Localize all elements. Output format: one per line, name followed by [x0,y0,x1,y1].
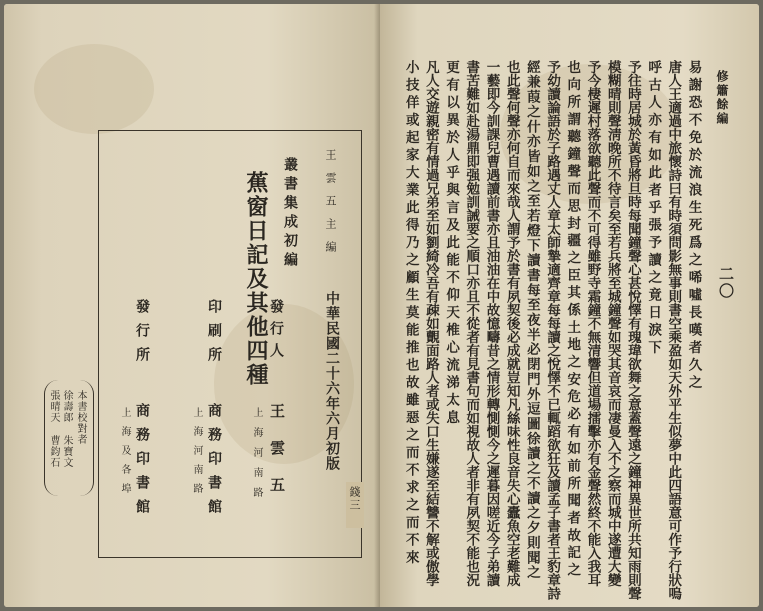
text-column: 呼古人亦有如此者乎張予讀之竟日淚下 [645,60,662,358]
text-column: 模糊晴則聲淸晚所不待言矣至若兵將至城鐘聲如哭其音哀而凄曼入不之察而城中遂遭大變 [604,60,621,587]
distributor-address: 上海及各埠 [119,407,130,502]
colophon-box [98,130,362,558]
text-column: 唐人王適過中旅懷詩曰有時須問影無事則書空乘盈如天外平生似夢中此四語意可作予行狀嗚 [665,60,682,600]
text-column: 小技佯或起家大業此得乃之顧生莫能推也故雖惡之而不求之而不來 [402,60,419,568]
book-spread [4,4,759,607]
proofreaders-names-1: 徐壽郎 朱寶文 [61,390,72,468]
text-column: 凡人交遊親密有情過兄弟至如劉綺冷吾有疎如覿面路人者或失口生嫌遂至結讐不解或傲學 [422,60,439,587]
printer-address: 上海河南路 [191,407,202,502]
book-title: 蕉窗日記及其他四種 [243,171,269,387]
publication-date: 中華民國二十六年六月初版 [324,291,340,471]
edge-mark: 錢三 [348,486,361,512]
series-title: 叢書集成初編 [282,157,298,271]
printer-label: 印刷所 [206,299,222,371]
distributor-label: 發行所 [134,299,150,371]
series-editor: 王雲五主編 [324,149,337,264]
text-column: 予往時居城於黃昏將旦時每聞鐘聲心甚悅懌有瑰瑋欲舞之意蓋聲遠之鐘神異世所共知雨則聲 [624,60,641,600]
proofreaders-label: 本書校對者 [75,390,86,445]
text-column: 易謝恐不免於流浪生死爲之唏噓長嘆者久之 [685,60,702,393]
proofreaders-names-2: 張晴天 曹鈞石 [48,390,59,468]
text-column: 予今棲遲村落欲聽此聲而不可得雖野寺霜鐘不無清響但道場擂擊亦有金聲然終不能入我耳 [584,60,601,587]
right-page [380,4,759,607]
distributor-name: 商務印書館 [134,403,150,523]
publisher-label: 發行人 [268,299,284,365]
text-column: 經兼葭之什亦皆如之至若燈下讀書每至夜半必閉門外逗圖徐讀之不讀之夕則聞之 [523,60,540,581]
text-column: 也此聲何聲亦何自而來哉人謂予於書有夙契後必成就豈知凡絲味性良音失心蠹魚空老難成 [503,60,520,587]
page-number: 二〇 [717,266,735,300]
text-column: 書苦難如赴湯鼎即强勉訓誡要之順口亦且不從者有見書句而如視故人者非有夙契不能也況 [463,60,480,587]
text-column: 予幼讀論語於子路遇丈人章太師摯適齊章每每讀之悅懌不已輒蹈欲狂及讀孟子書者王豹章詩 [544,60,561,600]
publisher-name: 王雲五 [268,403,286,514]
running-head: 修簫餘編 [715,70,729,126]
left-page [4,4,380,607]
printer-name: 商務印書館 [206,403,222,523]
text-column: 一藝即今訓課兒曹遇讀前書亦且油油在中故憶疇昔之情形轉惻惻今之遲暮因嗟近今子弟讀 [483,60,500,587]
text-column: 更有以異於人乎與言及此能不仰天椎心流涕太息 [443,60,460,428]
proofreaders-note [44,380,94,496]
text-column: 也向所謂聽鐘聲而思封疆之臣其係土地之安危必有如前所聞者故記之 [564,60,581,580]
publisher-address: 上海河南路 [251,407,262,507]
edge-stamp [346,482,364,528]
paper-stain [34,44,154,134]
